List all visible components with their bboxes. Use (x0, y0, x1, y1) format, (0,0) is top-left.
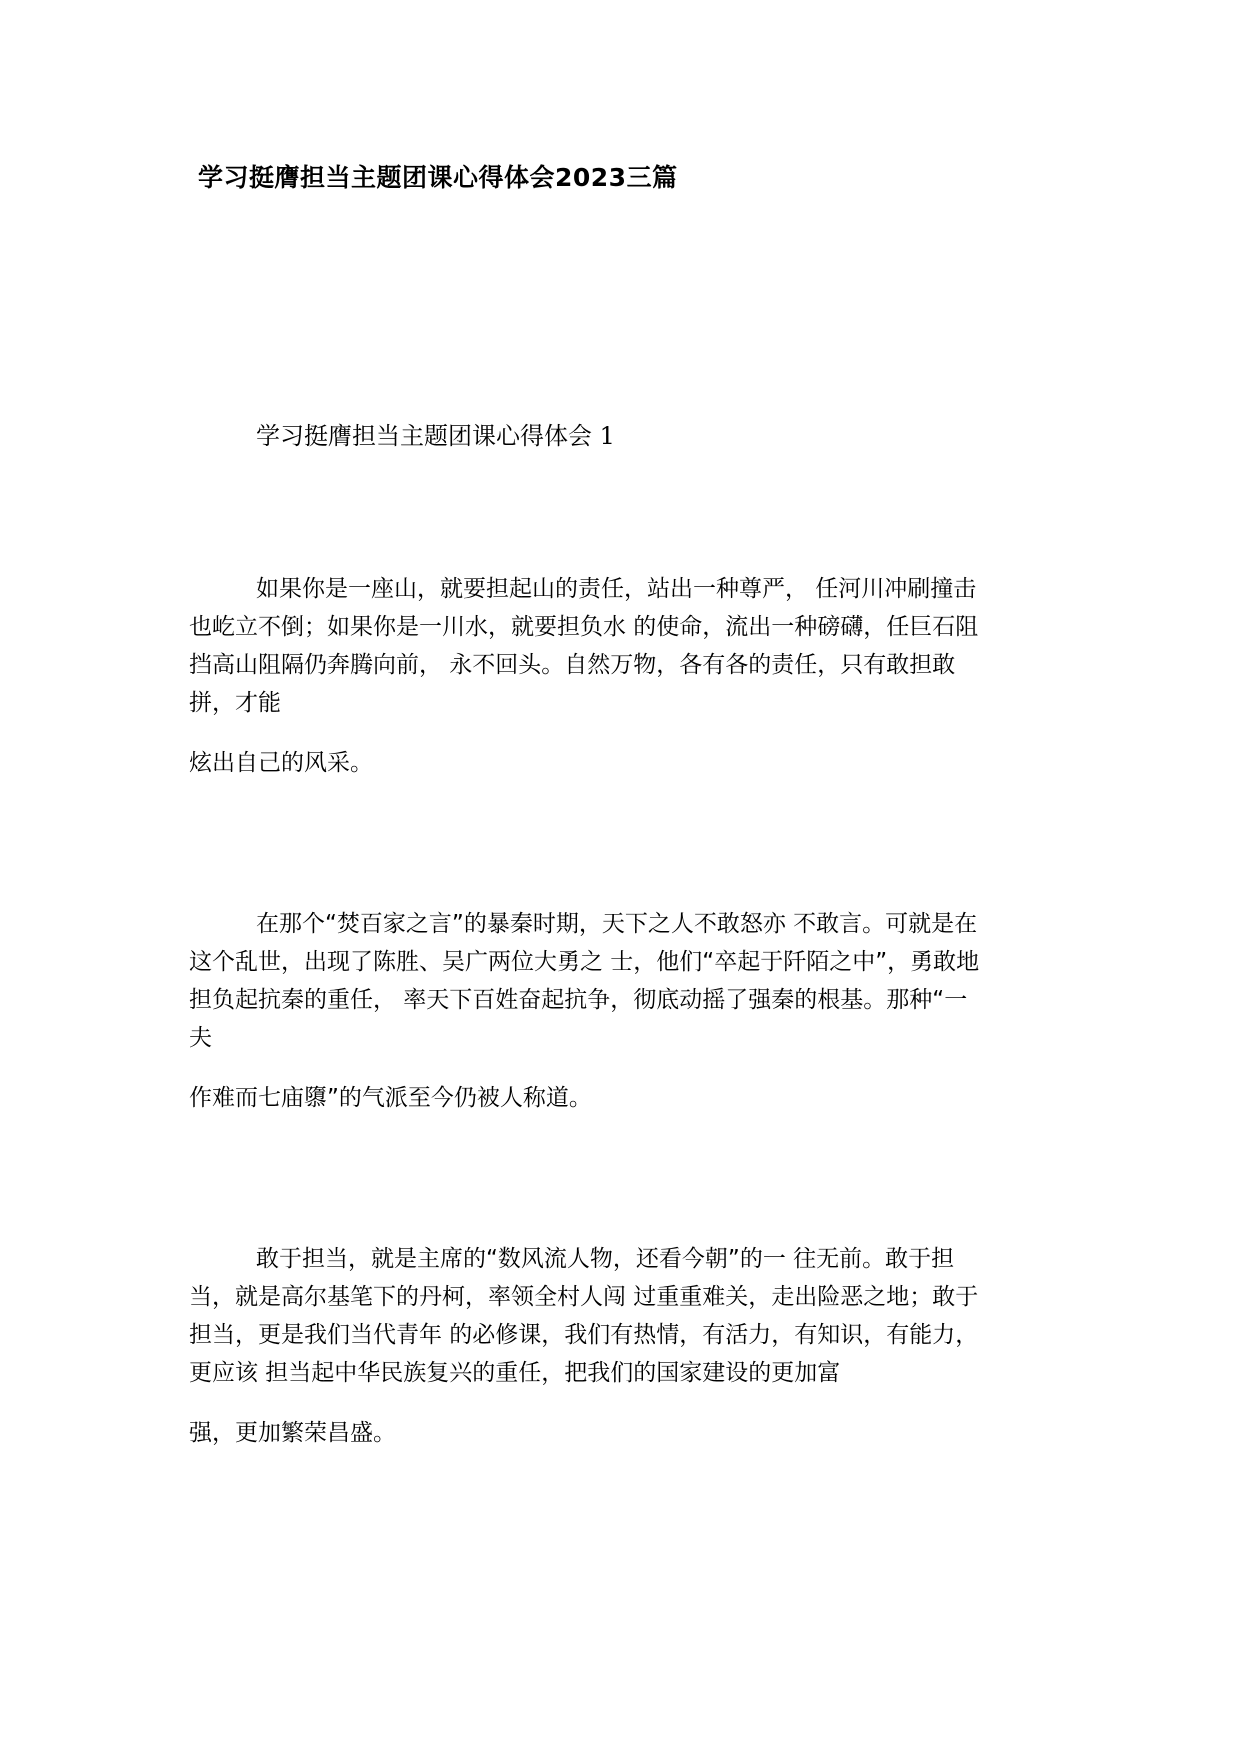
paragraph-line: 当，就是高尔基笔下的丹柯，率领全村人闯 过重重难关，走出险恶之地；敢于 (189, 1284, 979, 1310)
paragraph-line: 如果你是一座山，就要担起山的责任，站出一种尊严， 任河川冲刷撞击 (256, 576, 977, 602)
paragraph-line: 强，更加繁荣昌盛。 (189, 1420, 396, 1446)
document-title: 学习挺膺担当主题团课心得体会2023三篇 (198, 163, 678, 192)
paragraph-line: 夫 (189, 1025, 212, 1051)
paragraph-line: 也屹立不倒；如果你是一川水，就要担负水 的使命，流出一种磅礴，任巨石阻 (189, 614, 979, 640)
paragraph-line: 这个乱世，出现了陈胜、吴广两位大勇之 士，他们“卒起于阡陌之中”，勇敢地 (189, 949, 980, 975)
paragraph-line: 拼，才能 (189, 690, 281, 716)
paragraph-line: 作难而七庙隳”的气派至今仍被人称道。 (189, 1085, 592, 1111)
paragraph-line: 担当，更是我们当代青年 的必修课，我们有热情，有活力，有知识，有能力， (189, 1322, 979, 1348)
paragraph-line: 炫出自己的风采。 (189, 750, 373, 776)
section-title: 学习挺膺担当主题团课心得体会 1 (256, 422, 615, 450)
paragraph-line: 在那个“焚百家之言”的暴秦时期，天下之人不敢怒亦 不敢言。可就是在 (256, 911, 978, 937)
paragraph-line: 担负起抗秦的重任， 率天下百姓奋起抗争，彻底动摇了强秦的根基。那种“一 (189, 987, 968, 1013)
paragraph-line: 挡高山阻隔仍奔腾向前， 永不回头。自然万物，各有各的责任，只有敢担敢 (189, 652, 956, 678)
paragraph-line: 敢于担当，就是主席的“数风流人物，还看今朝”的一 往无前。敢于担 (256, 1246, 955, 1272)
paragraph-line: 更应该 担当起中华民族复兴的重任，把我们的国家建设的更加富 (189, 1360, 841, 1386)
